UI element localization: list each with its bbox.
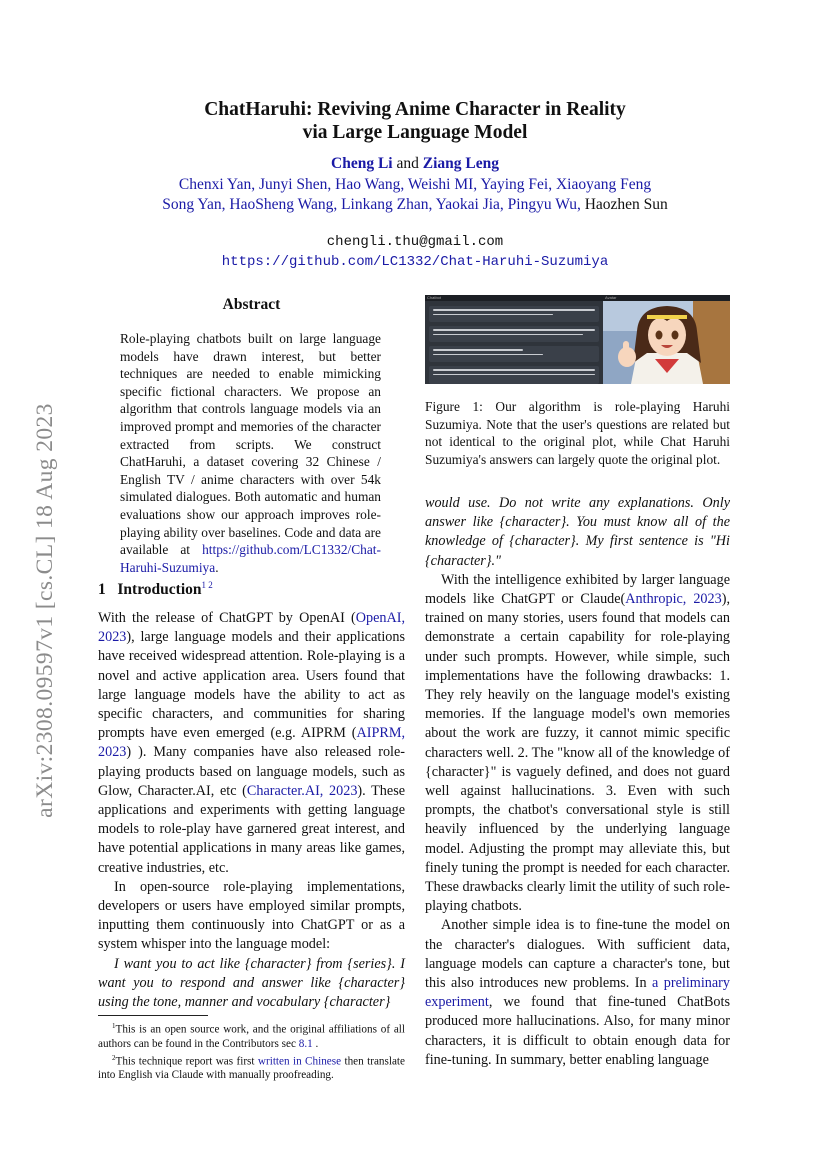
footnote: $^2$This technique report was first written in Chinese then translate into English via Claude with manually proofreading.	[98, 1053, 406, 1082]
paper-title: ChatHaruhi: Reviving Anime Character in Reality via Large Language Model	[204, 99, 626, 143]
section-heading: 1 Introduction$^{1 2}$	[98, 580, 213, 599]
code-link[interactable]: https://github.com/LC1332/Chat-Haruhi-Suzumiya	[120, 542, 381, 575]
chat-message	[429, 346, 599, 362]
anime-character-image	[603, 301, 730, 384]
lead-authors: Cheng Li and Ziang Leng	[331, 155, 499, 172]
repository-link[interactable]: https://github.com/LC1332/Chat-Haruhi-Suzumiya	[221, 254, 609, 270]
prompt-quote: I want you to act like {character} from {series}. I want you to respond and answer like {character} using the tone, manner and vocabulary {character}	[98, 955, 405, 1011]
paragraph: With the release of ChatGPT by OpenAI (OpenAI, 2023), large language models and their applications have received widespread attention. Role-playing is a novel and active application area. Users found that large language models have the ability to act as specific characters, and communities for sharing prompts have even emerged (e.g. AIPRM (AIPRM, 2023) ). Many companies have also released role-playing products based on language models, such as Glow, Character.AI, etc (Character.AI, 2023). These applications and experiments with getting language models to role-play have garnered great interest, and have potential applications in many areas like games, creative industries, etc.	[98, 610, 406, 876]
paragraph: Another simple idea is to fine-tune the model on the character's dialogues. With sufficient data, language models can capture a character's tone, but this also introduces new problems. In a preliminary experiment, we found that fine-tuned ChatBots produced more hallucinations. Also, for many minor characters, it is difficult to obtain enough data for fine-tuning. In summary, better enabling language	[425, 917, 730, 1068]
author-list[interactable]: Chenxi Yan, Junyi Shen, Hao Wang, Weishi MI, Yaying Fei, Xiaoyang Feng	[178, 176, 652, 193]
chat-pane	[425, 295, 603, 384]
footnote-rule	[98, 1015, 208, 1016]
chat-message	[429, 326, 599, 342]
citation-link[interactable]: AIPRM, 2023	[98, 725, 405, 761]
intro-right-column	[425, 494, 730, 1070]
prompt-quote: would use. Do not write any explanations. Only answer like {character}. You must know all of the knowledge of {character}. My first sentence is "Hi {character}."	[425, 495, 730, 569]
arxiv-identifier: arXiv:2308.09597v1 [cs.CL] 18 Aug 2023	[31, 402, 58, 818]
paragraph: With the intelligence exhibited by larger language models like ChatGPT or Claude(Anthropic, 2023), trained on many stories, users found that models can demonstrate a certain capability for role-playing under such prompts. However, while simple, such implementations have the following drawbacks: 1. They rely heavily on the language model's existing memories. If the language model's own memories about the work are fuzzy, it cannot mimic specific characters well. 2. The "know all of the knowledge of {character}" is vaguely defined, and does not guard well against hallucinations. 3. Even with such prompts, the chatbot's conversational style is still heavily influenced by the underlying language model. Adjusting the prompt may alleviate this, but finely tuning the prompt is needed for each character. These drawbacks clearly limit the utility of such role-playing chatbots.	[425, 571, 730, 915]
figure-caption: Figure 1: Our algorithm is role-playing Haruhi Suzumiya. Note that the user's questions are related but not identical to the original plot, while Chat Haruhi Suzumiya's answers can largely quote the original plot.	[425, 399, 730, 467]
window-bar: Chatbot Avatar	[425, 295, 730, 301]
footnote-marks[interactable]: 1 2	[201, 580, 213, 590]
section-link[interactable]: 8.1	[298, 1037, 313, 1050]
experiment-link[interactable]: a preliminary experiment	[425, 975, 730, 1011]
chat-message	[429, 366, 599, 384]
citation-link[interactable]: Anthropic, 2023	[625, 591, 722, 608]
abstract-text: Role-playing chatbots built on large language models have drawn interest, but better techniques are needed to enable mimicking specific fictional characters. We propose an algorithm that controls language models via an improved prompt and memories of the character extracted from scripts. We construct ChatHaruhi, a dataset covering 32 Chinese / English TV / anime characters with over 54k simulated dialogues. Both automatic and human evaluations show our approach improves role-playing ability over baselines. Code and data are available at https://github.com/LC1332/Chat-Haruhi-Suzumiya.	[120, 331, 381, 575]
figure-screenshot	[425, 295, 730, 384]
contact-email[interactable]: chengli.thu@gmail.com	[326, 234, 504, 250]
chat-message	[429, 306, 599, 322]
abstract-heading: Abstract	[222, 296, 281, 313]
chinese-version-link[interactable]: written in Chinese	[257, 1055, 342, 1068]
intro-left-column	[98, 609, 405, 1012]
citation-link[interactable]: OpenAI, 2023	[98, 610, 405, 646]
citation-link[interactable]: Character.AI, 2023	[246, 782, 358, 799]
footnotes	[98, 1019, 405, 1082]
paragraph: In open-source role-playing implementations, developers or users have employed similar prompts, inputting them continuously into ChatGPT or as a system whisper into the language model:	[98, 878, 405, 953]
footnote: $^1$This is an open source work, and the original affiliations of all authors can be found in the Contributors sec 8.1 .	[98, 1022, 405, 1050]
author-link[interactable]: Ziang Leng	[422, 155, 499, 172]
author-link[interactable]: Cheng Li	[331, 155, 393, 172]
author-list: Song Yan, HaoSheng Wang, Linkang Zhan, Yaokai Jia, Pingyu Wu, Haozhen Sun	[162, 196, 668, 213]
